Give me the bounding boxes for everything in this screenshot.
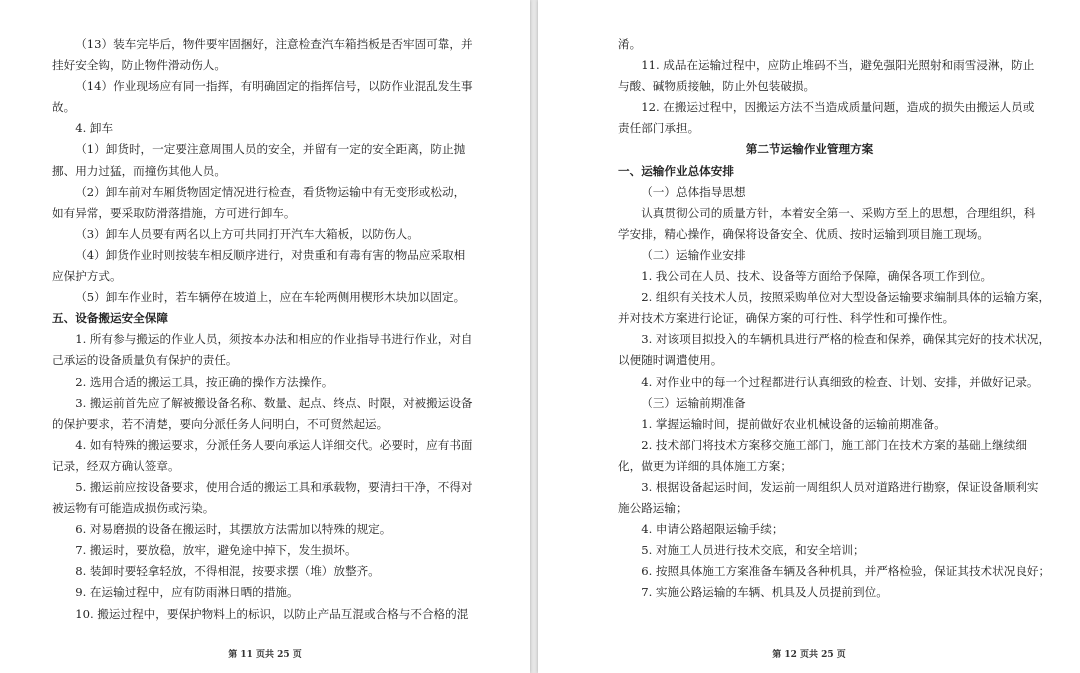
text-line: 2. 组织有关技术人员，按照采购单位对大型设备运输要求编制具体的运输方案， [641, 290, 1051, 305]
text-line: 4. 如有特殊的搬运要求，分派任务人要向承运人详细交代。必要时，应有书面 [75, 437, 473, 452]
text-line: 挪、用力过猛，而撞伤其他人员。 [52, 163, 226, 178]
text-line: 挂好安全钩，防止物件滑动伤人。 [52, 58, 226, 73]
text-line: 第二节运输作业管理方案 [745, 142, 874, 157]
text-line: 并对技术方案进行论证，确保方案的可行性、科学性和可操作性。 [618, 311, 955, 326]
text-line: （13）装车完毕后，物件要牢固捆好，注意检查汽车箱挡板是否牢固可靠，并 [75, 37, 473, 51]
text-line: （1）卸货时，一定要注意周围人员的安全，并留有一定的安全距离，防止抛 [75, 142, 466, 157]
text-line: （一）总体指导思想 [641, 184, 746, 199]
text-line: 7. 搬运时，要放稳，放牢，避免途中掉下，发生损坏。 [75, 543, 357, 558]
text-line: 施公路运输； [618, 501, 688, 516]
text-line: 4. 对作业中的每一个过程都进行认真细致的检查、计划、安排，并做好记录。 [641, 374, 1039, 389]
text-line: （4）卸货作业时则按装车相反顺序进行，对贵重和有毒有害的物品应采取相 [75, 247, 466, 262]
text-line: 故。 [52, 100, 76, 115]
text-line: （5）卸车作业时，若车辆停在坡道上，应在车轮两侧用楔形木块加以固定。 [75, 290, 466, 305]
text-line: （14）作业现场应有同一指挥，有明确固定的指挥信号，以防作业混乱发生事 [75, 79, 473, 94]
text-line: 的保护要求，若不清楚，要向分派任务人问明白，不可贸然起运。 [52, 416, 389, 431]
text-line: 一、运输作业总体安排 [618, 163, 734, 178]
text-line: 6. 按照具体施工方案准备车辆及各种机具，并严格检验，保证其技术状况良好； [641, 564, 1051, 579]
text-line: 7. 实施公路运输的车辆、机具及人员提前到位。 [641, 585, 888, 600]
text-line: （2）卸车前对车厢货物固定情况进行检查，看货物运输中有无变形或松动， [75, 184, 466, 199]
text-line: （3）卸车人员要有两名以上方可共同打开汽车大箱板，以防伤人。 [75, 226, 419, 241]
text-line: 3. 根据设备起运时间，发运前一周组织人员对道路进行勘察，保证设备顺利实 [641, 479, 1039, 494]
page-12-body [618, 34, 1051, 604]
text-line: 认真贯彻公司的质量方针，本着安全第一、采购方至上的思想，合理组织，科 [641, 205, 1036, 220]
text-line: 6. 对易磨损的设备在搬运时，其摆放方法需加以特殊的规定。 [75, 522, 392, 537]
text-line: 9. 在运输过程中，应有防雨淋日晒的措施。 [75, 585, 299, 600]
text-line: 化，做更为详细的具体施工方案； [618, 458, 792, 473]
text-line: 1. 我公司在人员、技术、设备等方面给予保障，确保各项工作到位。 [641, 269, 993, 284]
text-line: 与酸、碱物质接触，防止外包装破损。 [618, 79, 816, 94]
page-12-footer: 第 12 页共 25 页 [772, 650, 846, 660]
text-line: 己承运的设备质量负有保护的责任。 [52, 353, 238, 368]
text-line: 以便随时调遣使用。 [618, 353, 723, 368]
text-line: 五、设备搬运安全保障 [52, 311, 168, 326]
text-line: 4. 申请公路超限运输手续； [641, 522, 784, 537]
text-line: 4. 卸车 [75, 121, 114, 136]
text-line: 5. 搬运前应按设备要求，使用合适的搬运工具和承载物，要清扫干净，不得对 [75, 479, 473, 494]
page-11-footer: 第 11 页共 25 页 [228, 650, 302, 660]
page-11 [0, 0, 530, 673]
text-line: 3. 对该项目拟投入的车辆机具进行严格的检查和保养，确保其完好的技术状况， [641, 332, 1051, 347]
text-line: 5. 对施工人员进行技术交底，和安全培训； [641, 543, 865, 558]
page-12 [538, 0, 1080, 673]
text-line: 被运物有可能造成损伤或污染。 [52, 501, 215, 516]
text-line: 记录，经双方确认签章。 [52, 458, 180, 473]
text-line: 1. 掌握运输时间，提前做好农业机械设备的运输前期准备。 [641, 416, 946, 431]
text-line: 3. 搬运前首先应了解被搬设备名称、数量、起点、终点、时限，对被搬运设备 [75, 395, 473, 410]
text-line: 如有异常，要采取防滑落措施，方可进行卸车。 [52, 205, 296, 220]
text-line: 11. 成品在运输过程中，应防止堆码不当，避免强阳光照射和雨雪浸淋，防止 [641, 58, 1035, 73]
page-11-body [52, 34, 473, 625]
text-line: 2. 选用合适的搬运工具，按正确的操作方法操作。 [75, 374, 334, 389]
text-line: 10. 搬运过程中，要保护物料上的标识，以防止产品互混或合格与不合格的混 [75, 606, 469, 621]
text-line: （三）运输前期准备 [641, 395, 746, 410]
text-line: 2. 技术部门将技术方案移交施工部门，施工部门在技术方案的基础上继续细 [641, 437, 1027, 452]
text-line: 1. 所有参与搬运的作业人员，须按本办法和相应的作业指导书进行作业，对自 [75, 332, 473, 347]
text-line: 12. 在搬运过程中，因搬运方法不当造成质量问题，造成的损失由搬运人员或 [641, 100, 1035, 115]
text-line: （二）运输作业安排 [641, 247, 746, 262]
text-line: 学安排，精心操作，确保将设备安全、优质、按时运输到项目施工现场。 [618, 226, 990, 241]
text-line: 淆。 [618, 37, 642, 51]
text-line: 责任部门承担。 [618, 121, 700, 136]
text-line: 应保护方式。 [52, 269, 122, 284]
text-line: 8. 装卸时要轻拿轻放，不得相混，按要求摆（堆）放整齐。 [75, 564, 380, 579]
